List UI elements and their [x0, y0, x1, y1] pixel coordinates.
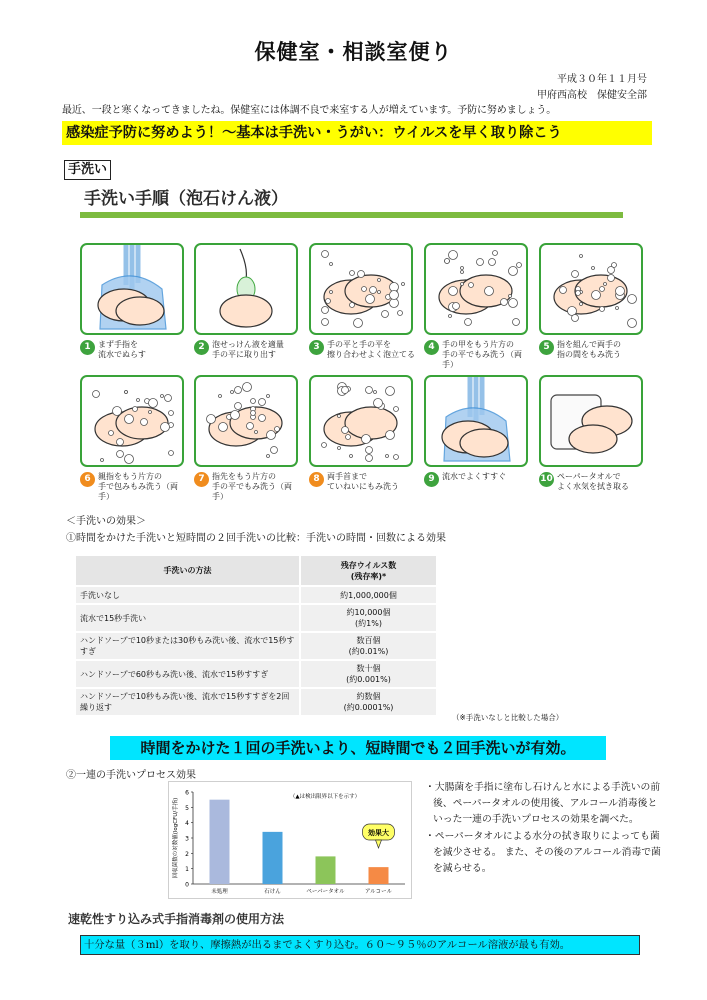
- step-caption-text: 泡せっけん液を適量 手の平に取り出す: [212, 340, 284, 359]
- x-tick-label: 石けん: [264, 889, 281, 895]
- step-image-frame: [539, 375, 643, 467]
- handwash-step-7: [194, 375, 300, 502]
- handwash-tag: 手洗い: [64, 160, 111, 180]
- step-caption: [80, 472, 186, 502]
- palms-icon: [311, 245, 411, 333]
- bar-4: [369, 867, 389, 884]
- handwash-steps-title: 手洗い手順（泡石けん液）: [84, 189, 288, 209]
- table-row: [76, 604, 436, 632]
- step-caption: [309, 340, 415, 360]
- effect-heading: ＜手洗いの効果＞: [66, 516, 146, 527]
- table-note: （※手洗いなしと比較した場合）: [452, 713, 564, 722]
- table-row: [76, 660, 436, 688]
- table-header-remaining: 残存ウイルス数 (残存率)*: [300, 556, 436, 586]
- handwash-step-9: [424, 375, 530, 487]
- step-caption: [424, 340, 530, 370]
- table-cell-remaining: 約1,000,000個: [300, 586, 436, 604]
- step-caption-text: 指を組んで両手の 指の間をもみ洗う: [557, 340, 621, 359]
- step-caption: [194, 340, 300, 360]
- step-image-frame: [194, 375, 298, 467]
- table-cell-remaining: 約10,000個 (約1%): [300, 604, 436, 632]
- legend-note: （▲は検出限界以下を示す）: [289, 794, 361, 800]
- step-caption-text: 両手首まで ていねいにもみ洗う: [327, 472, 399, 491]
- handwash-step-4: [424, 243, 530, 370]
- school-name: 甲府西高校 保健安全部: [537, 90, 647, 101]
- y-tick-label: 3: [185, 835, 189, 843]
- x-tick-label: 未処理: [211, 889, 228, 895]
- step-image-frame: [80, 375, 184, 467]
- step-caption: [539, 340, 645, 360]
- step-image-frame: [539, 243, 643, 335]
- bar-3: [316, 856, 336, 884]
- process-bullet-1: ・大腸菌を手指に塗布し石けんと水による手洗いの前後、ペーパータオルの使用後、アルコール消毒後といった一連の手洗いプロセスの効果を調べた。: [425, 782, 661, 826]
- fingers-icon: [541, 245, 641, 333]
- step-caption-text: 親指をもう片方の 手で包みもみ洗う（両手）: [98, 472, 178, 501]
- step-image-frame: [309, 243, 413, 335]
- step-number-badge: 6: [80, 472, 95, 487]
- y-tick-label: 2: [185, 850, 189, 858]
- table-cell-method: 流水で15秒手洗い: [76, 604, 300, 632]
- step-number-badge: 4: [424, 340, 439, 355]
- step-number-badge: 5: [539, 340, 554, 355]
- step-number-badge: 2: [194, 340, 209, 355]
- effect-conclusion-banner: 時間をかけた１回の手洗いより、短時間でも２回手洗いが有効。: [110, 736, 606, 760]
- handwash-step-5: [539, 243, 645, 360]
- intro-text: 最近、一段と寒くなってきましたね。保健室には体調不良で来室する人が増えています。予防に努めましょう。: [62, 105, 557, 116]
- step-caption: [309, 472, 415, 492]
- handwash-step-6: [80, 375, 186, 502]
- y-tick-label: 1: [185, 866, 189, 874]
- table-cell-remaining: 約数個 (約0.0001%): [300, 688, 436, 716]
- table-cell-remaining: 数百個 (約0.01%): [300, 632, 436, 660]
- effect-subheading: ①時間をかけた手洗いと短時間の２回手洗いの比較：手洗いの時間・回数による効果: [66, 533, 446, 544]
- step-caption: [194, 472, 300, 502]
- handwash-step-10: [539, 375, 645, 492]
- y-tick-label: 5: [185, 804, 189, 812]
- table-row: [76, 586, 436, 604]
- step-number-badge: 7: [194, 472, 209, 487]
- y-tick-label: 6: [185, 789, 189, 797]
- process-bullet-2: ・ペーパータオルによる水分の拭き取りによっても菌を減少させる。 また、その後のアルコール消毒で菌を減らせる。: [425, 830, 661, 875]
- table-cell-method: ハンドソープで10秒もみ洗い後、流水で15秒すすぎを2回繰り返す: [76, 688, 300, 716]
- tips-icon: [196, 377, 296, 465]
- faucet-icon: [82, 245, 182, 333]
- step-caption-text: 指先をもう片方の 手の平でもみ洗う（両手）: [212, 472, 292, 501]
- table-cell-method: ハンドソープで60秒もみ洗い後、流水で15秒すすぎ: [76, 660, 300, 688]
- step-number-badge: 1: [80, 340, 95, 355]
- step-image-frame: [309, 375, 413, 467]
- x-tick-label: ペーパータオル: [306, 889, 345, 895]
- pump-icon: [196, 245, 296, 333]
- issue-date: 平成３０年１１月号: [557, 74, 647, 85]
- process-heading: ②一連の手洗いプロセス効果: [66, 770, 196, 781]
- wrists-icon: [311, 377, 411, 465]
- handwash-step-8: [309, 375, 415, 492]
- y-tick-label: 4: [185, 820, 189, 828]
- bar-2: [263, 832, 283, 884]
- callout-pointer: [376, 840, 382, 848]
- table-cell-method: 手洗いなし: [76, 586, 300, 604]
- process-chart: [168, 781, 412, 899]
- y-axis-label: 回収菌数の対数値(logCFU/手指): [173, 797, 179, 879]
- step-caption-text: 流水でよくすすぐ: [442, 472, 507, 481]
- backs-icon: [426, 245, 526, 333]
- handwash-step-2: [194, 243, 300, 360]
- step-caption-text: 手の甲をもう片方の 手の平でもみ洗う（両手）: [442, 340, 522, 369]
- step-number-badge: 9: [424, 472, 439, 487]
- table-row: [76, 632, 436, 660]
- step-caption-text: まず手指を 流水でぬらす: [98, 340, 146, 359]
- y-tick-label: 0: [185, 881, 189, 889]
- process-chart-svg: [169, 782, 411, 898]
- step-number-badge: 8: [309, 472, 324, 487]
- step-caption-text: 手の平と手の平を 擦り合わせよく泡立てる: [327, 340, 415, 359]
- step-image-frame: [194, 243, 298, 335]
- effect-table: [76, 556, 436, 717]
- thumb-icon: [82, 377, 182, 465]
- step-caption-text: ペーパータオルで よく水気を拭き取る: [557, 472, 629, 491]
- step-image-frame: [80, 243, 184, 335]
- step-number-badge: 3: [309, 340, 324, 355]
- rinse-icon: [426, 377, 526, 465]
- bar-1: [210, 800, 230, 884]
- handwash-step-1: [80, 243, 186, 360]
- step-caption: [424, 472, 530, 487]
- table-cell-method: ハンドソープで10秒または30秒もみ洗い後、流水で15秒すすぎ: [76, 632, 300, 660]
- step-caption: [539, 472, 645, 492]
- x-tick-label: アルコール: [364, 889, 393, 895]
- green-divider: [80, 212, 623, 218]
- table-cell-remaining: 数十個 (約0.001%): [300, 660, 436, 688]
- handwash-step-3: [309, 243, 415, 360]
- callout-label: 効果大: [368, 829, 389, 837]
- step-image-frame: [424, 243, 528, 335]
- step-number-badge: 10: [539, 472, 554, 487]
- headline-banner: 感染症予防に努めよう！～基本は手洗い・うがい：ウイルスを早く取り除こう: [62, 121, 652, 145]
- alcohol-banner: 十分な量（３ml）を取り、摩擦熱が出るまでよくすり込む。６０～９５％のアルコール溶液が最も有効。: [80, 935, 640, 955]
- towel-icon: [541, 377, 641, 465]
- process-bullets: [425, 780, 661, 877]
- step-caption: [80, 340, 186, 360]
- alcohol-heading: 速乾性すり込み式手指消毒剤の使用方法: [68, 912, 285, 926]
- table-row: [76, 688, 436, 716]
- table-header-method: 手洗いの方法: [76, 556, 300, 586]
- step-image-frame: [424, 375, 528, 467]
- page-title: 保健室・相談室便り: [254, 40, 453, 64]
